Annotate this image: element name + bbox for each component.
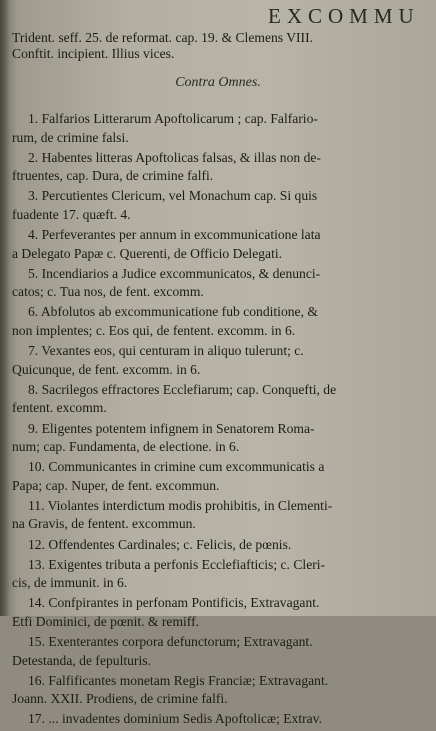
entry-continuation-line: Joann. XXII. Prodiens, de crimine falfi. <box>12 691 228 707</box>
entry-first-line: 16. Falfificantes monetam Regis Franciæ; Extravagant. <box>28 672 329 688</box>
entry-continuation-line: catos; c. Tua nos, de fent. excomm. <box>12 284 204 300</box>
entry-continuation-line: na Gravis, de fentent. excommun. <box>12 516 196 532</box>
list-item <box>12 149 434 186</box>
entry-first-line: 10. Communicantes in crimine cum excommunicatis a <box>28 459 325 475</box>
preamble-line: Conftit. incipient. Illius vices. <box>12 46 175 61</box>
entry-first-line: 11. Violantes interdictum modis prohibitis, in Clementi- <box>28 497 333 513</box>
running-head: EXCOMMU <box>268 4 420 28</box>
entry-first-line: 15. Exenterantes corpora defunctorum; Extravagant. <box>28 634 313 650</box>
entry-continuation-line: num; cap. Fundamenta, de electione. in 6. <box>12 439 240 455</box>
entry-first-line: 13. Exigentes tributa a perfonis Ecclefiafticis; c. Cleri- <box>28 556 326 572</box>
list-item <box>12 226 434 263</box>
entry-continuation-line: Quicunque, de fent. excomm. in 6. <box>12 361 201 377</box>
entry-first-line: 4. Perfeverantes per annum in excommunicatione lata <box>28 227 321 243</box>
page-gutter-shadow <box>0 0 10 616</box>
entry-continuation-line: cis, de immunit. in 6. <box>12 575 128 591</box>
list-item <box>12 633 434 670</box>
preamble-line: Trident. seff. 25. de reformat. cap. 19. & Clemens VIII. <box>12 30 314 45</box>
list-item <box>12 536 434 555</box>
entry-first-line: 17. ... invadentes dominium Sedis Apoftolicæ; Extrav. <box>28 711 322 727</box>
entry-first-line: 5. Incendiarios a Judice excommunicatos, & denunci- <box>28 265 321 281</box>
list-item <box>12 672 434 709</box>
list-item <box>12 594 434 631</box>
entry-continuation-line: rum, de crimine falsi. <box>12 129 129 145</box>
list-item <box>12 710 434 729</box>
entry-continuation-line: Papa; cap. Nuper, de fent. excommun. <box>12 477 220 493</box>
entry-first-line: 9. Eligentes potentem infignem in Senatorem Roma- <box>28 420 315 436</box>
entry-first-line: 7. Vexantes eos, qui centuram in aliquo tulerunt; c. <box>28 343 304 359</box>
list-item <box>12 342 434 379</box>
entry-first-line: 6. Abfolutos ab excommunicatione fub conditione, & <box>28 304 318 320</box>
preamble <box>12 30 432 62</box>
entry-first-line: 14. Confpirantes in perfonam Pontificis, Extravagant. <box>28 595 320 611</box>
list-item <box>12 497 434 534</box>
list-item <box>12 187 434 224</box>
list-item <box>12 110 434 147</box>
entry-continuation-line: non implentes; c. Eos qui, de fentent. excomm. in 6. <box>12 323 296 339</box>
entry-first-line: 8. Sacrilegos effractores Ecclefiarum; cap. Conquefti, de <box>28 381 337 397</box>
list-item <box>12 303 434 340</box>
list-item <box>12 265 434 302</box>
section-title: Contra Omnes. <box>175 75 261 90</box>
entry-continuation-line: Detestanda, de fepulturis. <box>12 652 151 668</box>
list-item <box>12 458 434 495</box>
entry-list <box>12 110 434 731</box>
list-item <box>12 420 434 457</box>
entry-first-line: 1. Falfarios Litterarum Apoftolicarum ; cap. Falfario- <box>28 111 318 126</box>
entry-continuation-line: Etfi Dominici, de pœnit. & remiff. <box>12 613 200 629</box>
entry-continuation-line: ftruentes, cap. Dura, de crimine falfi. <box>12 168 214 184</box>
entry-first-line: 3. Percutientes Clericum, vel Monachum cap. Si quis <box>28 188 318 204</box>
list-item <box>12 556 434 593</box>
list-item <box>12 381 434 418</box>
entry-first-line: 2. Habentes litteras Apoftolicas falsas, & illas non de- <box>28 149 321 165</box>
entry-first-line: 12. Offendentes Cardinales; c. Felicis, de pœnis. <box>28 536 292 552</box>
entry-continuation-line: a Delegato Papæ c. Querenti, de Officio Delegati. <box>12 245 283 261</box>
entry-continuation-line: fentent. excomm. <box>12 400 107 416</box>
entry-continuation-line: fuadente 17. quæft. 4. <box>12 206 131 222</box>
